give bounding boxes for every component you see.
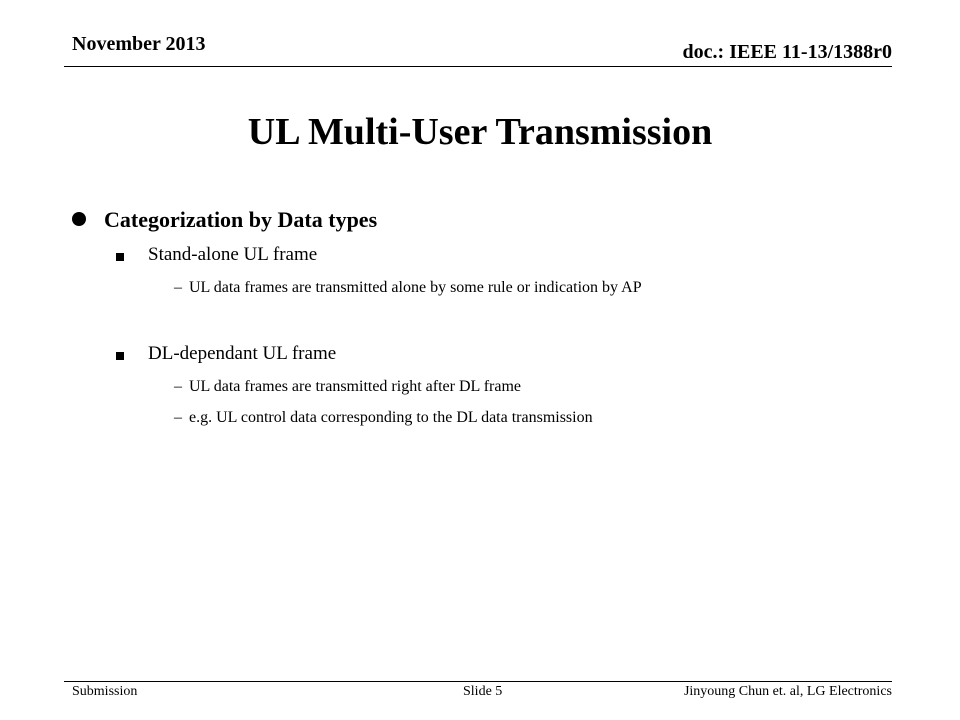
footer-submission: Submission [72, 684, 138, 699]
bullet-categorization: Categorization by Data types [104, 207, 378, 232]
header-date: November 2013 [72, 33, 206, 55]
header-doc-id: doc.: IEEE 11-13/1388r0 [682, 41, 892, 63]
slide-title: UL Multi-User Transmission [247, 111, 713, 153]
sub-bullet-dl-dependant: DL-dependant UL frame [148, 343, 337, 364]
dash-icon: – [174, 409, 182, 426]
filled-square-icon [116, 253, 124, 261]
filled-square-icon [116, 352, 124, 360]
header-divider [64, 66, 892, 67]
footer-slide-number: Slide 5 [463, 684, 503, 699]
detail-control-data: e.g. UL control data corresponding to the DL data transmission [189, 409, 593, 426]
footer-divider [64, 681, 892, 682]
detail-right-after-dl: UL data frames are transmitted right after DL frame [189, 378, 521, 395]
filled-circle-icon [72, 212, 86, 226]
detail-stand-alone: UL data frames are transmitted alone by some rule or indication by AP [189, 279, 642, 296]
dash-icon: – [174, 378, 182, 395]
dash-icon: – [174, 279, 182, 296]
sub-bullet-stand-alone: Stand-alone UL frame [148, 244, 318, 265]
footer-author: Jinyoung Chun et. al, LG Electronics [683, 684, 892, 699]
